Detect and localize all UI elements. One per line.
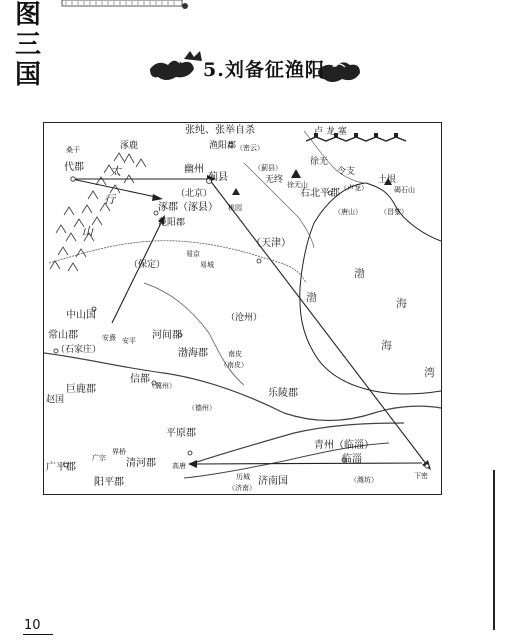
- map-label: 桑干: [66, 146, 80, 154]
- map-label: 渔阳郡: [209, 141, 237, 151]
- page-edge-shadow: [493, 470, 495, 630]
- map-label: （南皮）: [220, 361, 248, 369]
- map-label: 中山国: [66, 310, 96, 321]
- page-number-rule: [23, 634, 53, 635]
- map-label: 桃园: [228, 204, 242, 212]
- map-label: 信都: [130, 374, 150, 385]
- map-label: 右北平郡: [300, 188, 340, 199]
- map-label: 张纯、张举自杀: [185, 125, 255, 136]
- map-label: 涿鹿: [120, 141, 139, 151]
- map-label: 安熹: [102, 334, 116, 342]
- sea-label: 海: [381, 339, 392, 352]
- map-label: 令支: [337, 167, 356, 177]
- map-label: 阳平郡: [94, 477, 124, 488]
- map-label: 广宗: [92, 454, 106, 462]
- map-label: 界桥: [112, 448, 126, 456]
- map-label: 卢 龙 塞: [314, 127, 347, 137]
- map-label: 临淄: [342, 454, 362, 465]
- map-label: 土垠: [378, 175, 397, 185]
- mountain-label: 山: [82, 225, 93, 238]
- settlement-marker: [188, 451, 192, 455]
- map-label: 河间郡: [152, 330, 182, 341]
- map-label: 下密: [414, 472, 428, 480]
- map-label: 常山郡: [48, 330, 78, 341]
- sea-label: 海: [396, 297, 407, 310]
- xuwu-mountain: [291, 169, 301, 178]
- sea-label: 渤: [306, 291, 317, 304]
- page-title: 5.刘备征渔阳: [203, 59, 325, 81]
- map-label: （济南）: [228, 484, 256, 492]
- map-label: 赵国: [46, 395, 65, 405]
- map-label: （昌黎）: [380, 208, 408, 216]
- header-ornament: [0, 0, 513, 10]
- map-label: 济南国: [258, 476, 288, 487]
- map-label: （卢龙）: [340, 184, 368, 192]
- map-label: 南皮: [228, 350, 242, 358]
- settlement-marker: [257, 259, 261, 263]
- map-label: （沧州）: [226, 313, 263, 323]
- map-label: 易京: [186, 250, 200, 258]
- settlement-marker: [425, 464, 429, 468]
- map-label: 徐无: [310, 157, 329, 167]
- map-label: 代郡: [64, 162, 84, 173]
- series-logo: [3, 0, 53, 90]
- map-label: （保定）: [129, 260, 166, 270]
- map-label: 乐陵郡: [268, 388, 298, 399]
- map-label: （蓟县）: [254, 164, 282, 172]
- map-label: 安平: [122, 337, 136, 345]
- map-label: 平原郡: [166, 428, 196, 439]
- map-label: （潍坊）: [350, 476, 378, 484]
- campaign-arrow: [112, 221, 162, 323]
- map-label: 广平郡: [46, 462, 76, 473]
- map-label: 历城: [236, 473, 250, 481]
- sea-label: 湾: [424, 366, 435, 379]
- map-label: 无终: [265, 175, 284, 185]
- map-label: 幽州: [184, 164, 204, 175]
- map-label: 渤海郡: [178, 348, 208, 359]
- sea-label: 渤: [354, 267, 365, 280]
- map-label: 易城: [200, 261, 214, 269]
- great-wall: [306, 137, 406, 141]
- mountain-label: 太: [110, 165, 121, 178]
- arrow-head: [152, 194, 163, 201]
- logo-char: 图: [14, 0, 41, 30]
- coastline: [300, 183, 441, 394]
- map-label: 蓟县: [208, 172, 228, 183]
- mountain-label: 行: [104, 193, 115, 206]
- map-label: 青州（临淄）: [314, 440, 374, 451]
- arrow-head: [188, 460, 197, 468]
- campaign-arrow: [194, 463, 422, 464]
- map-label: （北京）: [176, 189, 213, 199]
- map-label: 巨鹿郡: [66, 384, 96, 395]
- map-label: （德州）: [188, 404, 216, 412]
- logo-char: 三: [14, 30, 41, 60]
- page-number: 10: [24, 618, 41, 633]
- map-label: （唐山）: [334, 208, 362, 216]
- map-label: （天津）: [251, 238, 291, 249]
- map-label: 清河郡: [126, 458, 156, 469]
- map-label: 高唐: [172, 462, 186, 470]
- map-label: （冀州）: [148, 382, 176, 390]
- map-label: （密云）: [236, 144, 264, 152]
- map-label: 范阳郡: [158, 218, 186, 228]
- taoshan-mountain: [232, 188, 240, 195]
- logo-char: 国: [14, 60, 41, 90]
- campaign-map: [43, 122, 442, 495]
- map-label: 碣石山: [394, 186, 415, 194]
- map-label: 徐无山: [287, 181, 308, 189]
- settlement-marker: [71, 177, 75, 181]
- map-label: 涿郡（涿县）: [158, 202, 218, 213]
- map-label: （石家庄）: [56, 345, 102, 355]
